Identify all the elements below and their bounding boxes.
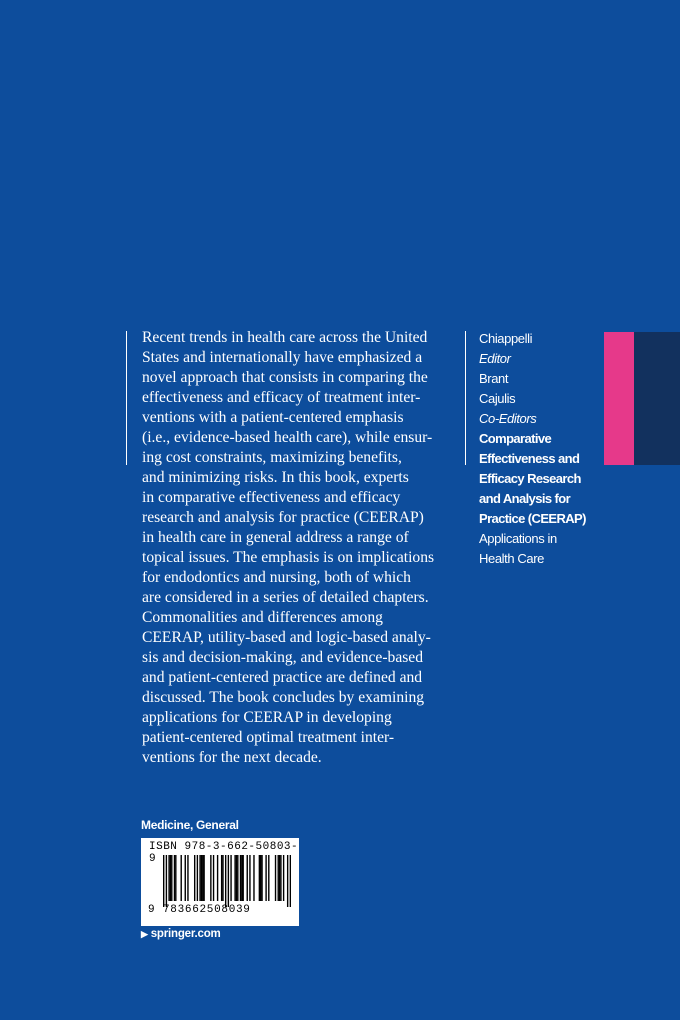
- barcode-bar: [268, 855, 269, 901]
- barcode-bar: [234, 855, 235, 901]
- description-line: in health care in general address a range of: [142, 529, 409, 546]
- description-line: Recent trends in health care across the United: [142, 329, 428, 346]
- barcode-bar: [290, 855, 291, 907]
- barcode-icon: [163, 855, 291, 907]
- book-title-line: Effectiveness and: [479, 451, 580, 466]
- barcode-block: [141, 838, 299, 926]
- description-line: discussed. The book concludes by examining: [142, 689, 425, 706]
- barcode-bar: [221, 855, 222, 901]
- barcode-bar: [275, 855, 276, 901]
- author-name: Chiappelli: [479, 331, 533, 346]
- barcode-bar: [203, 855, 204, 901]
- book-title-line: Comparative: [479, 431, 552, 446]
- barcode-bar: [260, 855, 261, 901]
- barcode-bar: [213, 855, 214, 901]
- subject-category: Medicine, General: [141, 818, 239, 832]
- barcode-bar: [217, 855, 218, 901]
- description-line: and minimizing risks. In this book, experts: [142, 469, 409, 486]
- description-line: novel approach that consists in comparing the: [142, 369, 428, 386]
- description-line: (i.e., evidence-based health care), while ensur-: [142, 429, 433, 446]
- barcode-bar: [279, 855, 280, 901]
- barcode-bar: [242, 855, 243, 901]
- description-line: patient-centered optimal treatment inter-: [142, 729, 395, 746]
- description-line: ventions with a patient-centered emphasis: [142, 409, 404, 426]
- barcode-bar: [249, 855, 250, 901]
- barcode-bar: [202, 855, 203, 901]
- barcode-bar: [230, 855, 231, 901]
- barcode-bar: [280, 855, 281, 901]
- website-link[interactable]: [141, 928, 221, 940]
- barcode-bar: [278, 855, 279, 901]
- barcode-bar: [253, 855, 254, 901]
- coeditor-role: Co-Editors: [479, 411, 537, 426]
- barcode-bar: [287, 855, 288, 907]
- barcode-bar: [170, 855, 171, 901]
- description-line: and patient-centered practice are defined and: [142, 669, 423, 686]
- barcode-bar: [247, 855, 248, 901]
- description-line: research and analysis for practice (CEERAP): [142, 509, 424, 526]
- book-title-line: Efficacy Research: [479, 471, 581, 486]
- barcode-bar: [237, 855, 238, 901]
- author-role: Editor: [479, 351, 511, 366]
- barcode-bar: [174, 855, 175, 901]
- barcode-bar: [259, 855, 260, 901]
- barcode-bar: [185, 855, 186, 901]
- barcode-bar: [163, 855, 164, 907]
- coeditor-name: Cajulis: [479, 391, 516, 406]
- barcode-bar: [194, 855, 195, 901]
- description-line: applications for CEERAP in developing: [142, 709, 392, 726]
- barcode-bar: [228, 855, 229, 907]
- description-line: States and internationally have emphasized a: [142, 349, 423, 366]
- barcode-bar: [197, 855, 198, 901]
- ean-digits: 783662508039: [163, 904, 251, 916]
- ean-first-digit: 9: [148, 904, 155, 916]
- description-line: in comparative effectiveness and efficacy: [142, 489, 401, 506]
- barcode-bar: [187, 855, 188, 901]
- barcode-bar: [261, 855, 262, 901]
- description-divider: [126, 331, 127, 465]
- barcode-bar: [283, 855, 284, 901]
- book-title-line: Practice (CEERAP): [479, 511, 586, 526]
- arrow-right-icon: ▶: [141, 929, 148, 939]
- barcode-bar: [236, 855, 237, 901]
- description-line: Commonalities and differences among: [142, 609, 383, 626]
- barcode-bar: [181, 855, 182, 901]
- book-subtitle-line: Applications in: [479, 531, 557, 546]
- description-line: sis and decision-making, and evidence-based: [142, 649, 424, 666]
- description-line: ventions for the next decade.: [142, 749, 322, 766]
- description-line: are considered in a series of detailed chapters.: [142, 589, 429, 606]
- barcode-bar: [240, 855, 241, 901]
- isbn-label: ISBN 978-3-662-50803-9: [149, 841, 299, 865]
- barcode-bar: [241, 855, 242, 901]
- barcode-bar: [201, 855, 202, 901]
- coeditor-name: Brant: [479, 371, 509, 386]
- description: [142, 328, 462, 768]
- description-line: for endodontics and nursing, both of which: [142, 569, 411, 586]
- pink-color-stripe: [604, 332, 634, 465]
- book-title-line: and Analysis for: [479, 491, 571, 506]
- barcode-bar: [265, 855, 266, 901]
- book-subtitle-line: Health Care: [479, 551, 544, 566]
- description-line: ing cost constraints, maximizing benefits,: [142, 449, 402, 466]
- website-text: springer.com: [150, 928, 221, 940]
- barcode-bar: [225, 855, 226, 907]
- barcode-bar: [168, 855, 169, 901]
- description-line: effectiveness and efficacy of treatment inter-: [142, 389, 421, 406]
- description-line: topical issues. The emphasis is on implications: [142, 549, 435, 566]
- barcode-bar: [210, 855, 211, 901]
- barcode-bar: [175, 855, 176, 901]
- barcode-bar: [222, 855, 223, 901]
- meta-divider: [465, 331, 466, 465]
- book-info: [479, 329, 604, 569]
- barcode-bar: [166, 855, 167, 907]
- description-line: CEERAP, utility-based and logic-based analy-: [142, 629, 431, 646]
- navy-color-stripe: [634, 332, 680, 465]
- barcode-bar: [199, 855, 200, 901]
- barcode-bar: [171, 855, 172, 901]
